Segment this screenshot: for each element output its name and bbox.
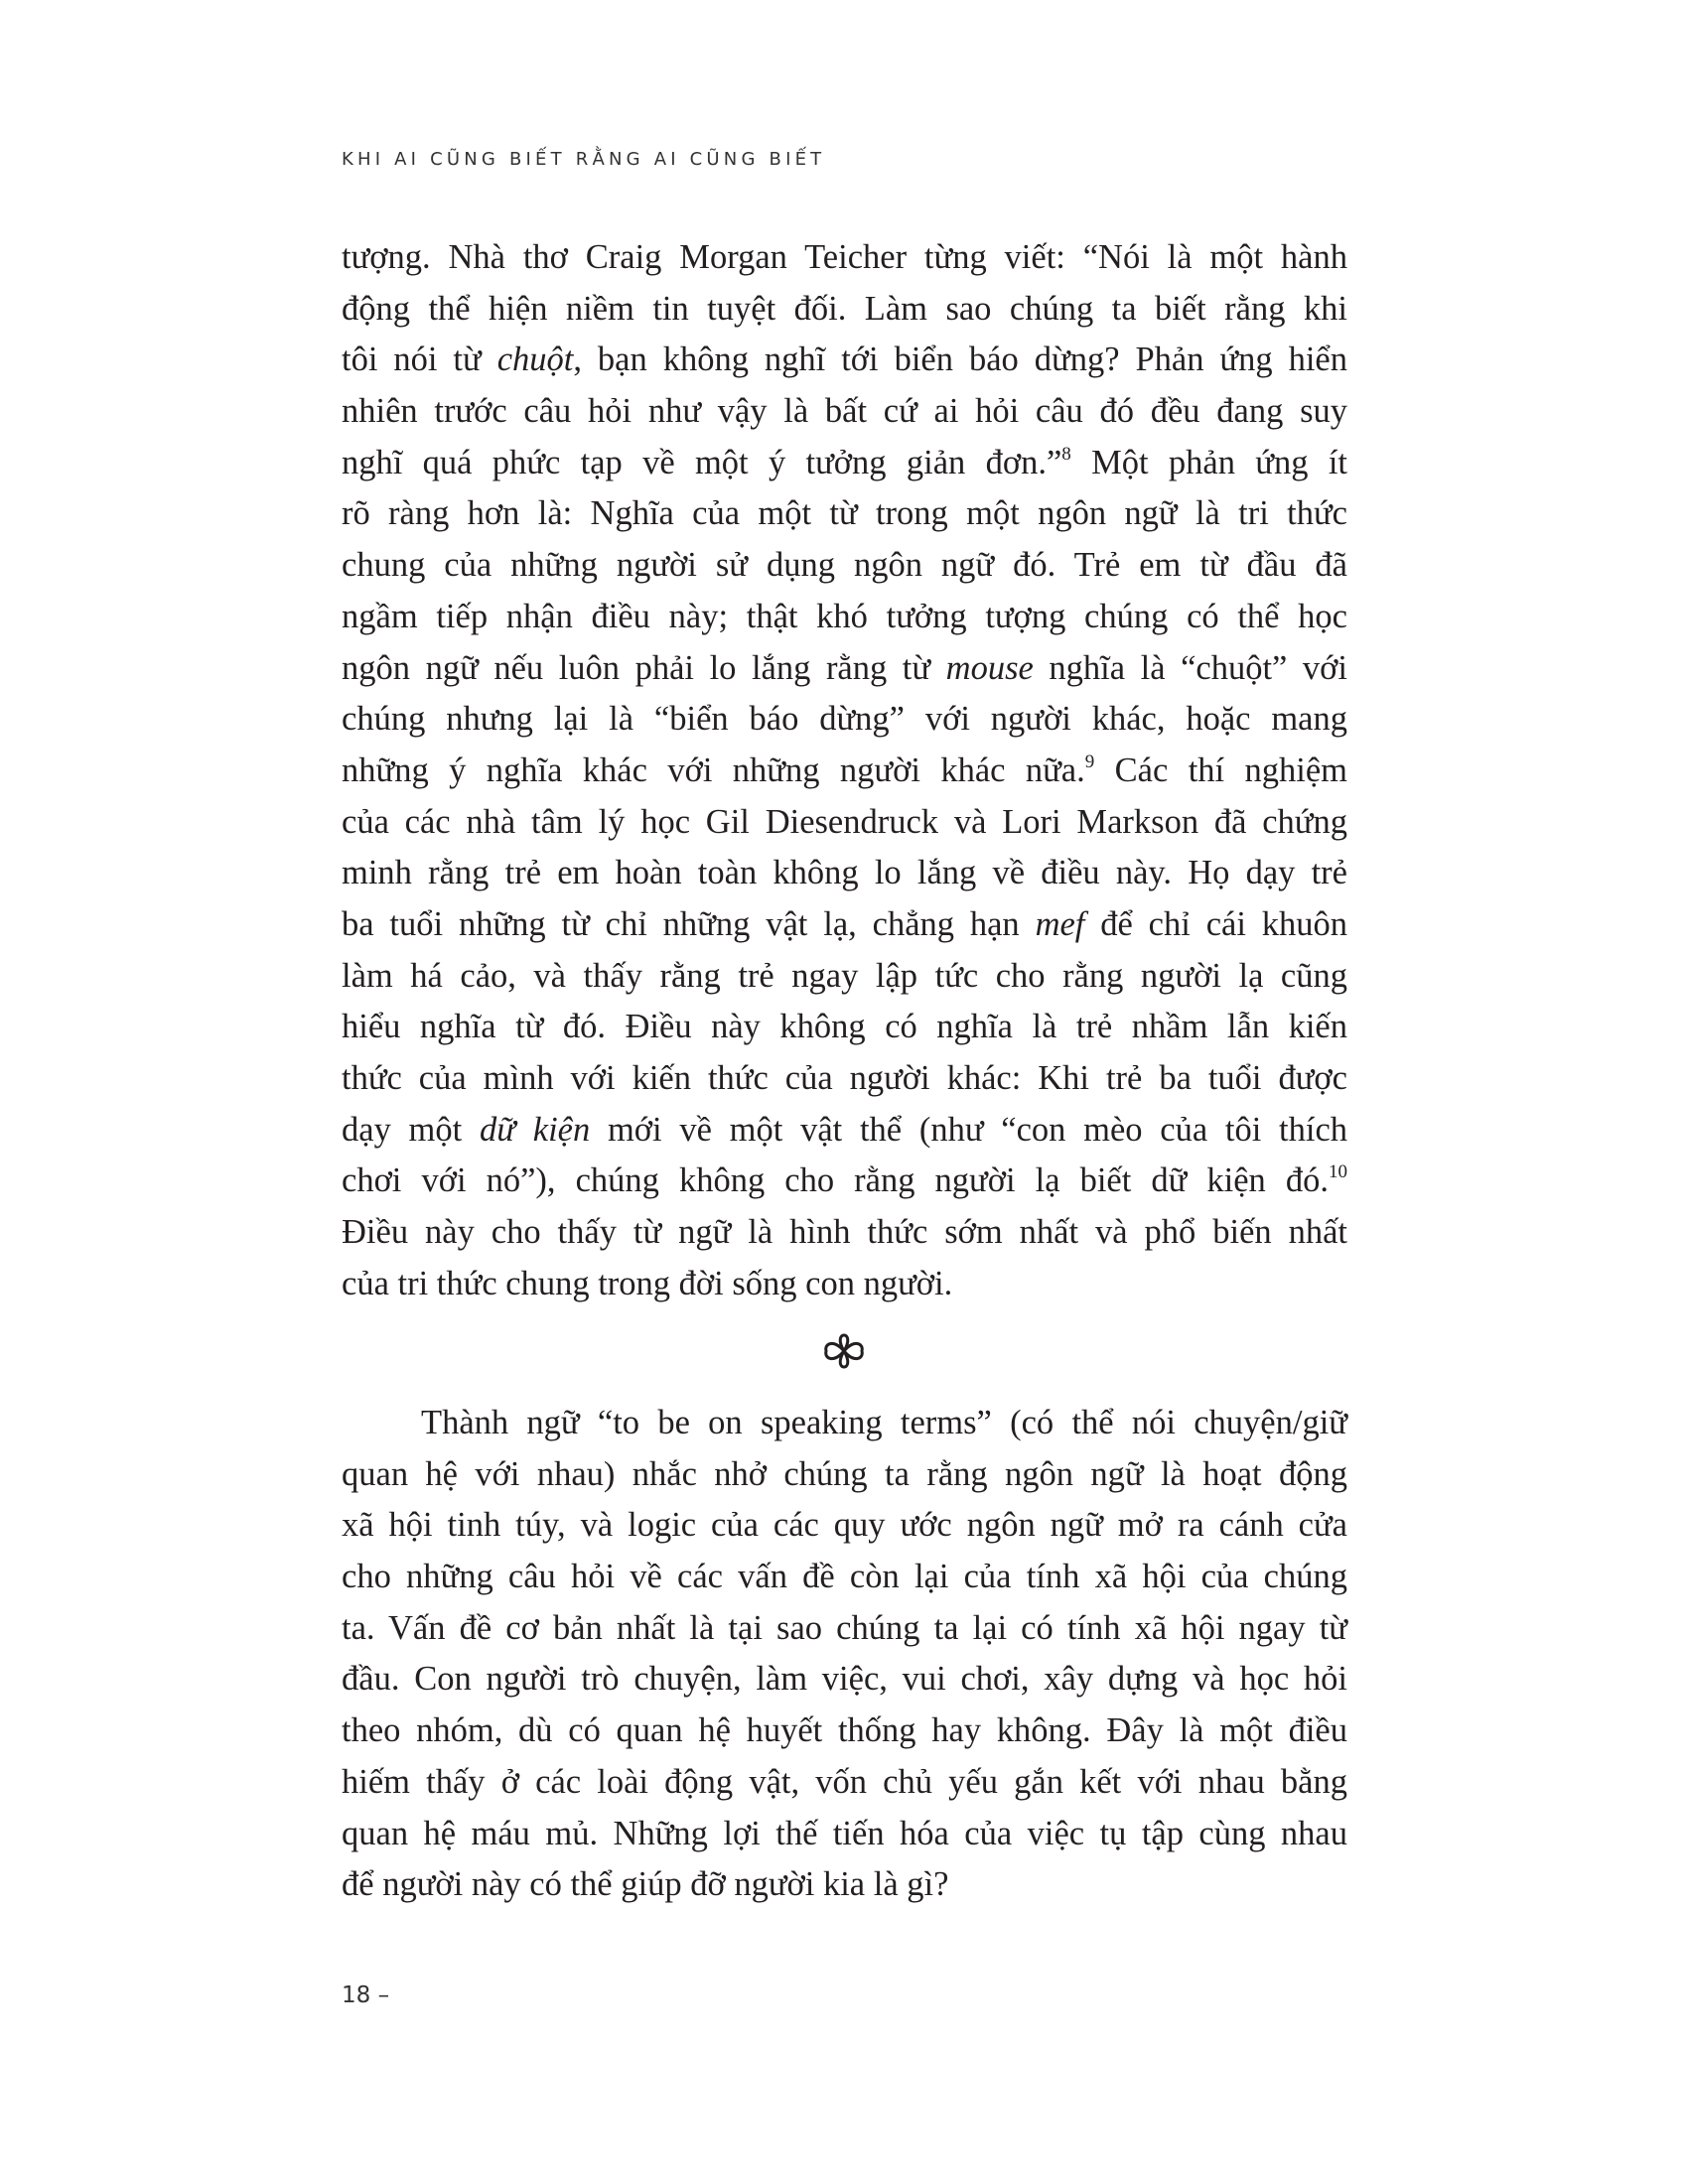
text-run: thức của mình với kiến thức của người khác: Khi trẻ ba tuổi được (342, 1059, 1347, 1097)
text-line (342, 694, 1347, 746)
text-line (342, 797, 1347, 849)
text-line (342, 335, 1347, 386)
footnote-reference: 10 (1329, 1161, 1347, 1183)
text-run: tượng. Nhà thơ Craig Morgan Teicher từng viết: “Nói là một hành (342, 238, 1347, 276)
text-run: nhiên trước câu hỏi như vậy là bất cứ ai hỏi câu đó đều đang suy (342, 392, 1347, 431)
text-line (342, 1449, 1347, 1501)
text-run: xã hội tinh túy, và logic của các quy ước ngôn ngữ mở ra cánh cửa (342, 1506, 1347, 1545)
text-run: Các thí nghiệm (1094, 751, 1347, 789)
text-run: nghĩ quá phức tạp về một ý tưởng giản đơn.” (342, 443, 1062, 481)
text-line (342, 899, 1347, 951)
text-run: , bạn không nghĩ tới biển báo dừng? Phản ứng hiển (573, 341, 1347, 379)
text-line (342, 746, 1347, 797)
text-run: nghĩa là “chuột” với (1033, 648, 1347, 687)
italic-term: mef (1035, 904, 1085, 943)
text-line (342, 1398, 1347, 1449)
text-line (342, 540, 1347, 592)
body-paragraph (342, 1398, 1347, 1911)
text-run: dạy một (342, 1110, 480, 1149)
text-line (342, 848, 1347, 899)
text-run: để chỉ cái khuôn (1084, 904, 1348, 943)
text-run: Điều này cho thấy từ ngữ là hình thức sớm nhất và phổ biến nhất (342, 1213, 1347, 1252)
text-line (342, 1859, 1347, 1911)
text-line (342, 1706, 1347, 1757)
text-line (342, 1105, 1347, 1157)
text-line (342, 1603, 1347, 1655)
text-run: của tri thức chung trong đời sống con người. (342, 1264, 953, 1302)
text-run: ta. Vấn đề cơ bản nhất là tại sao chúng ta lại có tính xã hội ngay từ (342, 1608, 1347, 1647)
text-line (342, 438, 1347, 489)
text-run: để người này có thể giúp đỡ người kia là gì? (342, 1865, 949, 1904)
text-run: minh rằng trẻ em hoàn toàn không lo lắng về điều này. Họ dạy trẻ (342, 854, 1347, 892)
text-line (342, 1809, 1347, 1860)
text-line (342, 643, 1347, 695)
text-run: chúng nhưng lại là “biển báo dừng” với người khác, hoặc mang (342, 700, 1347, 739)
text-line (342, 1757, 1347, 1809)
text-run: quan hệ máu mủ. Những lợi thế tiến hóa của việc tụ tập cùng nhau (342, 1814, 1347, 1852)
text-run: quan hệ với nhau) nhắc nhở chúng ta rằng ngôn ngữ là hoạt động (342, 1454, 1347, 1493)
italic-term: dữ kiện (479, 1110, 591, 1149)
text-line (342, 488, 1347, 540)
text-line (342, 1156, 1347, 1207)
text-line (342, 284, 1347, 336)
text-run: hiếm thấy ở các loài động vật, vốn chủ yếu gắn kết với nhau bằng (342, 1762, 1347, 1801)
footnote-reference: 9 (1084, 751, 1095, 772)
italic-term: mouse (945, 648, 1034, 687)
running-head: KHI AI CŨNG BIẾT RẰNG AI CŨNG BIẾT (342, 149, 826, 170)
text-run: chung của những người sử dụng ngôn ngữ đó. Trẻ em từ đầu đã (342, 546, 1347, 585)
text-run: Thành ngữ “to be on speaking terms” (có thể nói chuyện/giữ (421, 1404, 1347, 1441)
text-run: những ý nghĩa khác với những người khác nữa. (342, 751, 1085, 789)
text-line (342, 386, 1347, 438)
text-run: mới về một vật thể (như “con mèo của tôi thích (590, 1110, 1348, 1149)
text-run: theo nhóm, dù có quan hệ huyết thống hay không. Đây là một điều (342, 1711, 1347, 1750)
text-line (342, 951, 1347, 1003)
body-paragraph (342, 232, 1347, 1309)
text-line (342, 1053, 1347, 1105)
text-line (342, 1207, 1347, 1259)
text-line (342, 1552, 1347, 1603)
text-run: rõ ràng hơn là: Nghĩa của một từ trong một ngôn ngữ là tri thức (342, 494, 1347, 533)
text-run: chơi với nó”), chúng không cho rằng người lạ biết dữ kiện đó. (342, 1161, 1329, 1200)
italic-term: chuột (496, 341, 574, 379)
text-line (342, 232, 1347, 284)
page-number: 18 – (342, 1982, 390, 2008)
text-run: Một phản ứng ít (1070, 443, 1347, 481)
text-line (342, 1654, 1347, 1706)
text-run: ngầm tiếp nhận điều này; thật khó tưởng tượng chúng có thể học (342, 597, 1347, 635)
text-run: đầu. Con người trò chuyện, làm việc, vui chơi, xây dựng và học hỏi (342, 1660, 1347, 1699)
text-run: động thể hiện niềm tin tuyệt đối. Làm sao chúng ta biết rằng khi (342, 289, 1347, 328)
text-line (342, 1002, 1347, 1053)
text-run: ngôn ngữ nếu luôn phải lo lắng rằng từ (342, 648, 946, 687)
text-run: của các nhà tâm lý học Gil Diesendruck và Lori Markson đã chứng (342, 802, 1347, 841)
text-run: tôi nói từ (342, 341, 497, 379)
text-run: cho những câu hỏi về các vấn đề còn lại của tính xã hội của chúng (342, 1558, 1347, 1596)
text-line (342, 1259, 1347, 1310)
text-line (342, 1500, 1347, 1552)
text-run: hiểu nghĩa từ đó. Điều này không có nghĩa là trẻ nhầm lẫn kiến (342, 1008, 1347, 1046)
quatrefoil-ornament-icon (820, 1333, 868, 1369)
text-line (342, 592, 1347, 643)
text-run: làm há cảo, và thấy rằng trẻ ngay lập tức cho rằng người lạ cũng (342, 956, 1347, 995)
footnote-reference: 8 (1061, 443, 1071, 465)
text-run: ba tuổi những từ chỉ những vật lạ, chẳng hạn (342, 904, 1036, 943)
